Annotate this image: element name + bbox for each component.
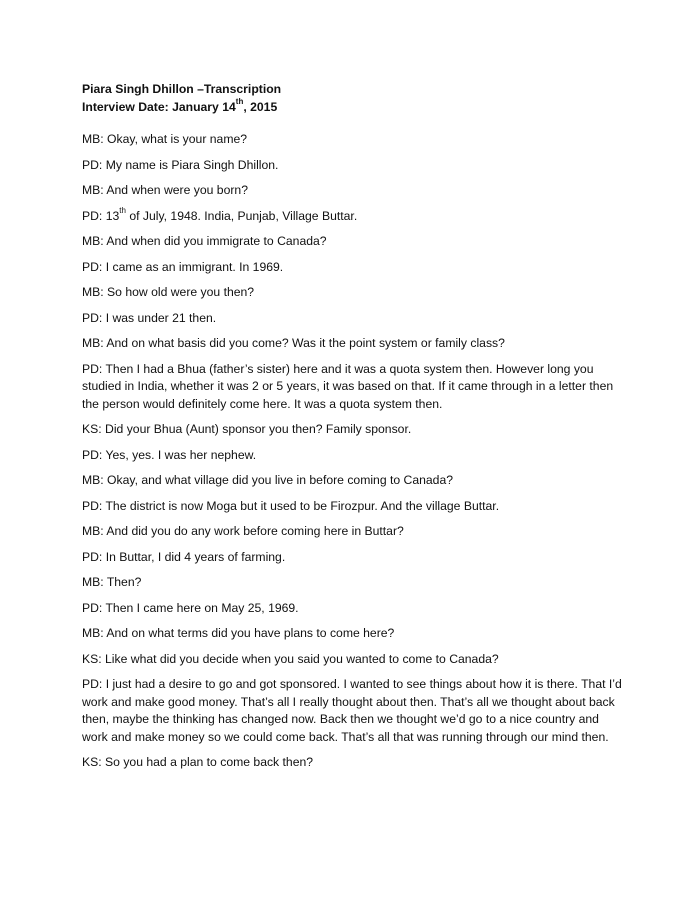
transcript-line: MB: And on what basis did you come? Was it the point system or family class? — [82, 336, 505, 350]
transcript-line: MB: So how old were you then? — [82, 285, 255, 299]
transcript-line: MB: And when did you immigrate to Canada? — [82, 234, 327, 248]
interview-date-superscript: th — [235, 97, 244, 107]
transcript-line: KS: Did your Bhua (Aunt) sponsor you then? Family sponsor. — [82, 422, 412, 436]
transcript-line: PD: Then I had a Bhua (father’s sister) here and it was a quota system then. However long you studied in India, whether it was 2 or 5 years, it was based on that. If it came through in a letter then the person would definitely come here. It was a quota system then. — [82, 361, 614, 411]
transcript-line: PD: I came as an immigrant. In 1969. — [82, 259, 284, 274]
transcript-line: MB: And did you do any work before coming here in Buttar? — [82, 524, 404, 538]
birthdate-superscript: th — [119, 206, 126, 216]
transcript-line: KS: So you had a plan to come back then? — [82, 755, 314, 769]
transcript-line — [82, 208, 627, 226]
transcript-page — [82, 81, 627, 780]
transcript-line: MB: Okay, what is your name? — [82, 132, 248, 146]
transcript-line: PD: Yes, yes. I was her nephew. — [82, 447, 257, 462]
interview-date-prefix: Interview Date: January 14 — [82, 99, 236, 114]
transcript-line: MB: Then? — [82, 575, 142, 589]
transcript-line: MB: Okay, and what village did you live in before coming to Canada? — [82, 473, 454, 487]
birthdate-suffix: of July, 1948. India, Punjab, Village Buttar. — [125, 208, 358, 223]
transcript-line: PD: In Buttar, I did 4 years of farming. — [82, 549, 286, 564]
transcript-line: KS: Like what did you decide when you said you wanted to come to Canada? — [82, 651, 499, 666]
document-header — [82, 81, 627, 116]
transcript-line: PD: The district is now Moga but it used to be Firozpur. And the village Buttar. — [82, 498, 500, 513]
transcript-line: MB: And on what terms did you have plans to come here? — [82, 626, 395, 640]
transcript-line: PD: I just had a desire to go and got sponsored. I wanted to see things about how it is there. That I’d work and make good money. That’s all I really thought about then. That’s all we thought about back then, maybe the thinking has changed now. Back then we thought we’d go to a nice country and work and make money so we could come back. That’s all that was running through our mind then. — [82, 677, 622, 744]
transcript-line: MB: And when were you born? — [82, 183, 248, 197]
transcript-line: PD: Then I came here on May 25, 1969. — [82, 600, 299, 615]
interview-date-suffix: , 2015 — [243, 99, 278, 114]
birthdate-prefix: PD: 13 — [82, 208, 120, 223]
interview-date — [82, 99, 627, 117]
document-title: Piara Singh Dhillon –Transcription — [82, 82, 282, 96]
transcript-line: PD: I was under 21 then. — [82, 310, 217, 325]
transcript-line: PD: My name is Piara Singh Dhillon. — [82, 157, 279, 172]
